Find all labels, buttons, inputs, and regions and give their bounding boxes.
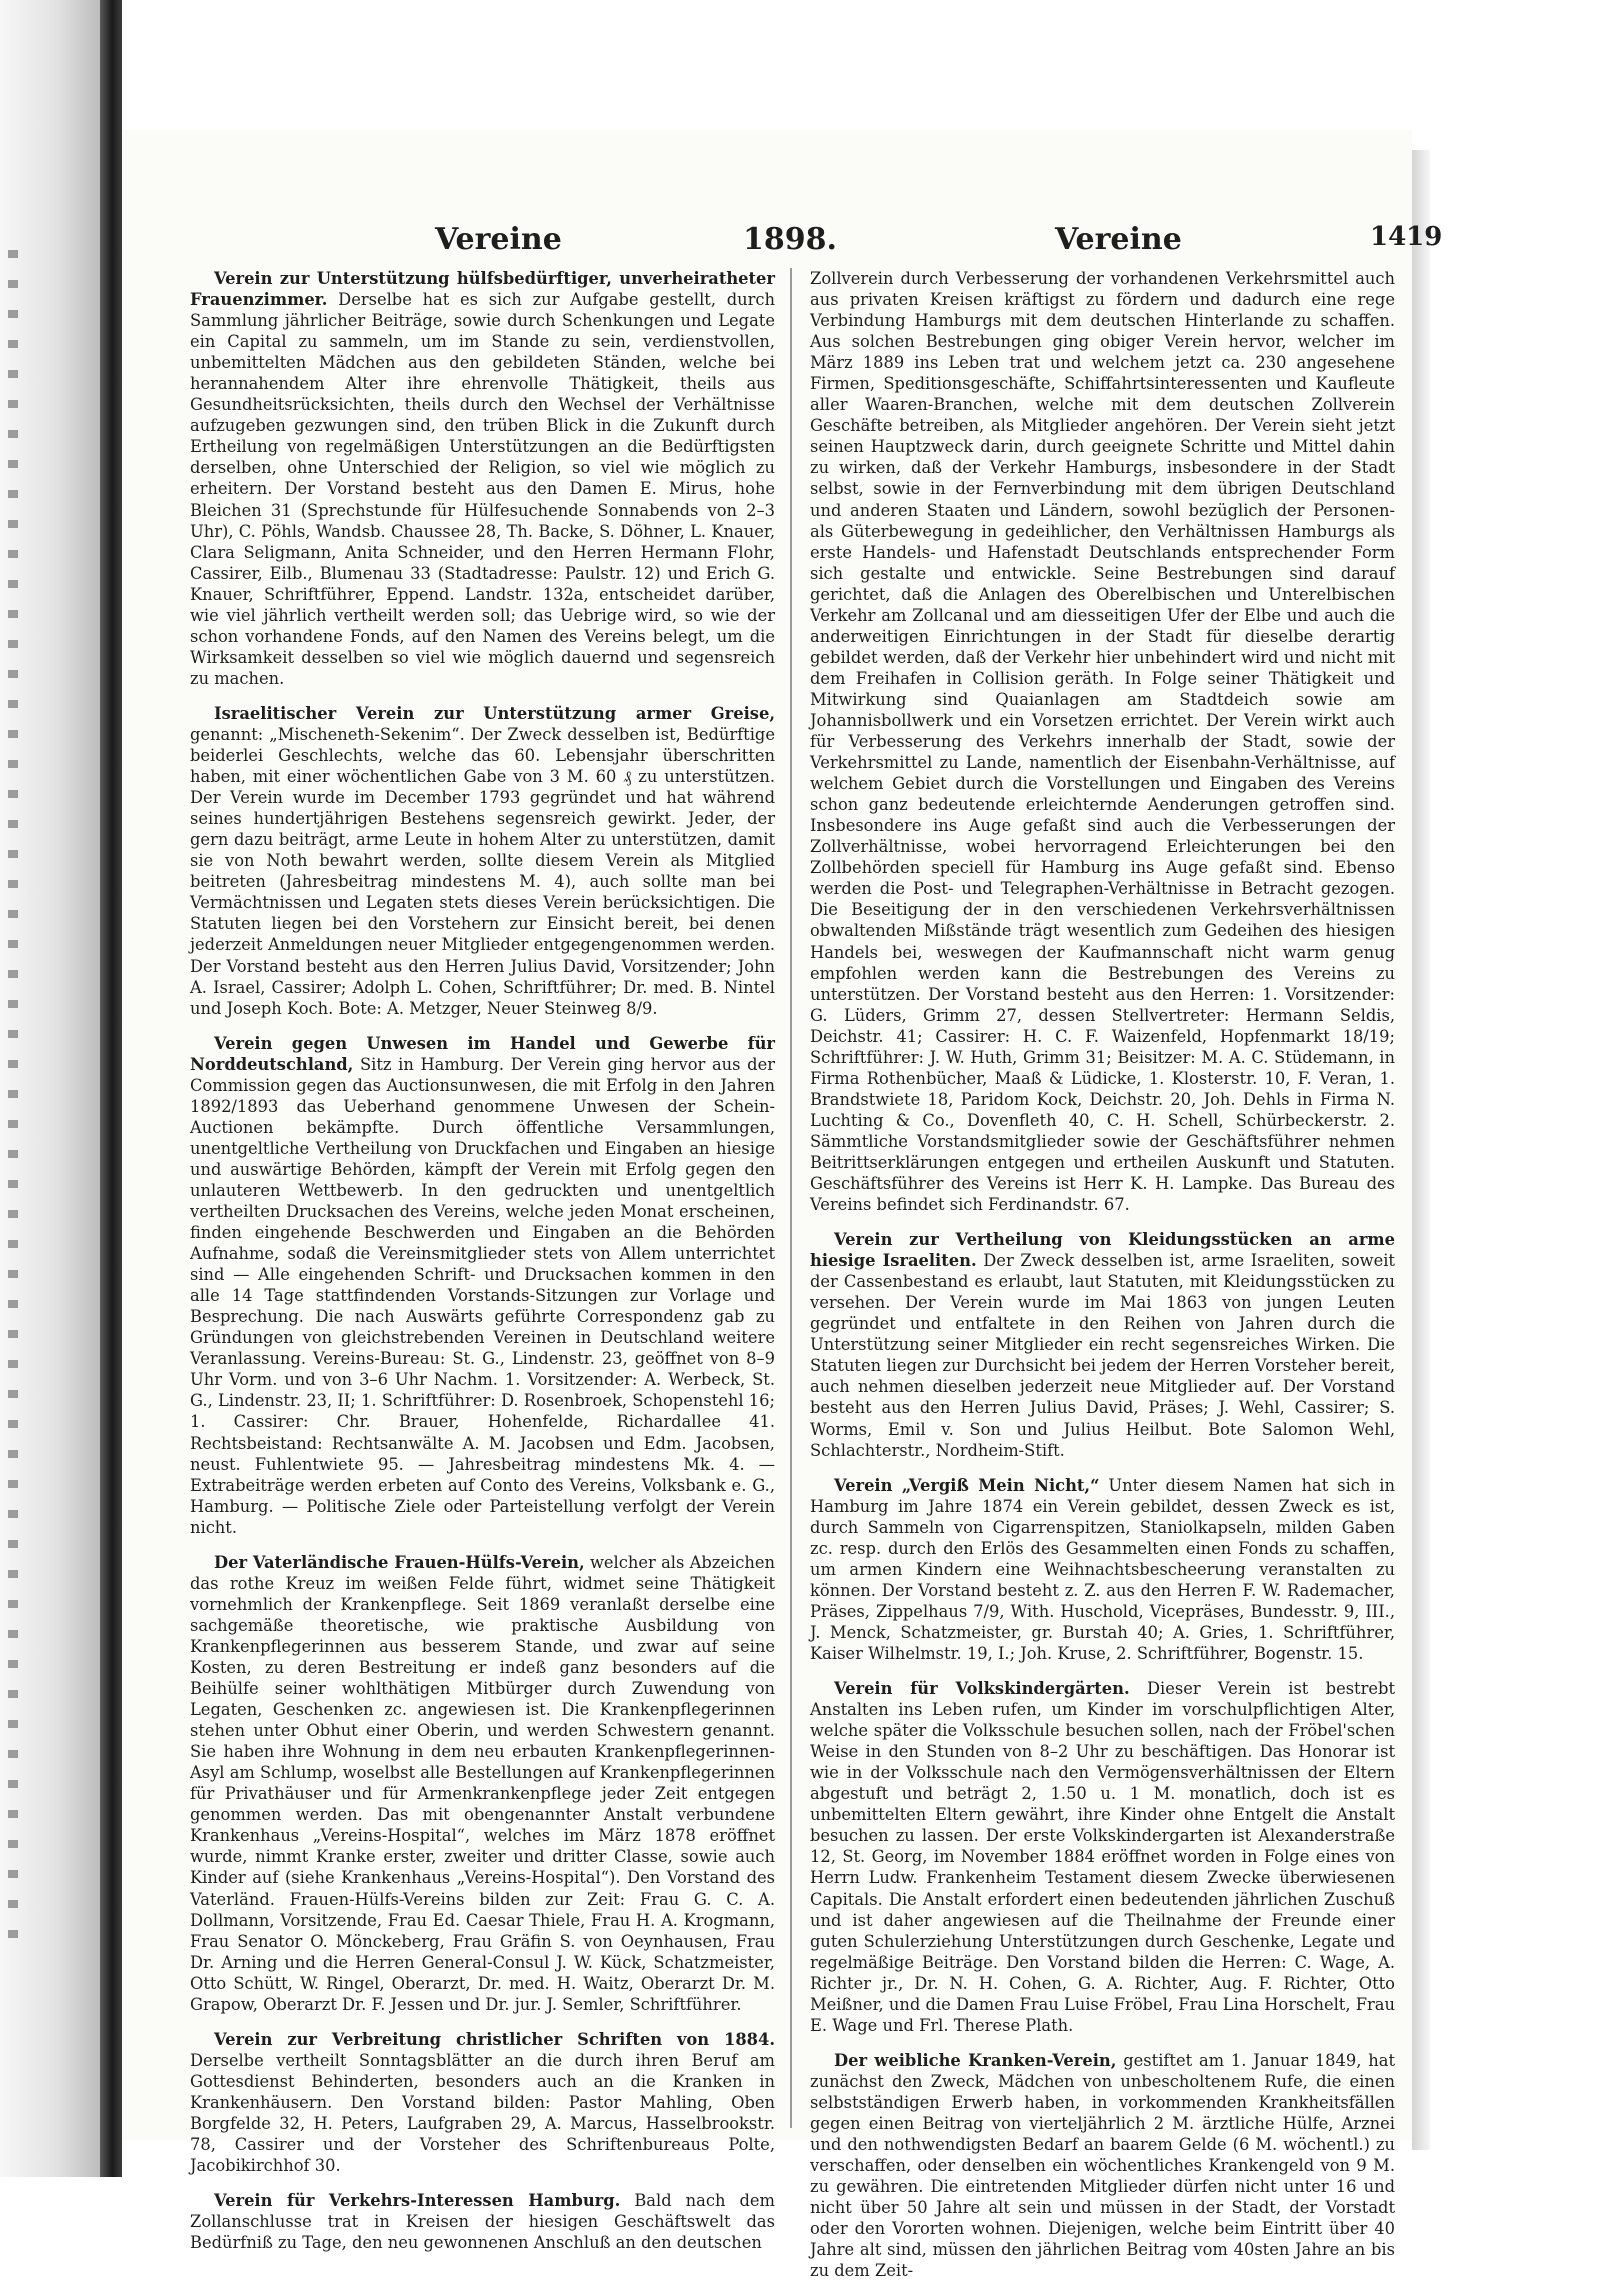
entry-body: genannt: „Mischeneth-Sekenim“. Der Zweck desselben ist, Bedürftige beiderlei Geschlechts, welche das 60. Lebensjahr überschritten haben, mit einer wöchentlichen Gabe von 3 M. 60 ₰ zu unterstützen. Der Verein wurde im December 1793 gegründet und hat während seines hundertjährigen Bestehens segensreich gewirkt. Jeder, der gern dazu beiträgt, arme Leute in hohem Alter zu unterstützen, damit sie von Noth bewahrt werden, sollte diesem Verein als Mitglied beitreten (Jahresbeitrag mindestens M. 4), auch sollte man bei Vermächtnissen und Legaten stets dieses Verein berücksichtigen. Die Statuten liegen bei den Vorstehern zur Einsicht bereit, bei denen jederzeit Anmeldungen neuer Mitglieder entgegengenommen werden. Der Vorstand besteht aus den Herren Julius David, Vorsitzender; John A. Israel, Cassirer; Adolph L. Cohen, Schriftführer; Dr. med. B. Nintel und Joseph Koch. Bote: A. Metzger, Neuer Steinweg 8/9. xyxy=(190,724,775,1018)
entry-body: welcher als Abzeichen das rothe Kreuz im weißen Felde führt, widmet seine Thätigkeit vornehmlich der Krankenpflege. Seit 1869 veranlaßt derselbe eine sachgemäße theoretische, wie praktische Ausbildung von Krankenpflegerinnen aus besserem Stande, und zwar auf seine Kosten, zu deren Bestreitung er indeß ganz besonders auf die Beihülfe seiner wohlthätigen Mitbürger durch Zuwendung von Legaten, Geschenken zc. angewiesen ist. Die Krankenpflegerinnen stehen unter Obhut einer Oberin, und werden Schwestern genannt. Sie haben ihre Wohnung in dem neu erbauten Krankenpflegerinnen-Asyl am Schlump, woselbst alle Bestellungen auf Krankenpflegerinnen für Privathäuser und für Armenkrankenpflege jeder Zeit entgegen genommen werden. Das mit obengenannter Anstalt verbundene Krankenhaus „Vereins-Hospital“, welches im März 1878 eröffnet wurde, nimmt Kranke erster, zweiter und dritter Classe, sowie auch Kinder auf (siehe Krankenhaus „Vereins-Hospital“). Den Vorstand des Vaterländ. Frauen-Hülfs-Vereins bilden zur Zeit: Frau G. C. A. Dollmann, Vorsitzende, Frau Ed. Caesar Thiele, Frau H. A. Krogmann, Frau Senator O. Mönckeberg, Frau Gräfin S. von Oeynhausen, Frau Dr. Arning und die Herren General-Consul J. W. Kück, Schatzmeister, Otto Schütt, W. Ringel, Oberarzt, Dr. med. H. Waitz, Oberarzt Dr. M. Grapow, Oberarzt Dr. F. Jessen und Dr. jur. J. Semler, Schriftführer. xyxy=(190,1552,775,2014)
entry-volkskindergaerten xyxy=(810,1678,1395,2036)
column-separator xyxy=(790,268,792,2128)
entry-body: Bald nach dem Zollanschlusse trat in Kreisen der hiesigen Geschäftswelt das Bedürfniß zu Tage, den neu gewonnenen Anschluß an den deutschen xyxy=(190,2191,775,2253)
entry-body: gestiftet am 1. Januar 1849, hat zunächst den Zweck, Mädchen von unbescholtenem Rufe, die einen selbstständigen Erwerb haben, in vorkommenden Krankheitsfällen gegen einen Beitrag von vierteljährlich 2 M. ärztliche Hülfe, Arznei und den nothwendigsten Bedarf an baarem Gelde (6 M. wöchentl.) zu verschaffen, oder denselben ein wöchentliches Krankengeld von 9 M. zu gewähren. Die eintretenden Mitglieder dürfen nicht unter 16 und nicht über 50 Jahre alt sein und müssen in der Stadt, der Vorstadt oder den Vororten wohnen. Diejenigen, welche beim Eintritt über 40 Jahre alt sind, müssen den jährlichen Beitrag vom 40sten Jahre an bis zu dem Zeit- xyxy=(810,2050,1395,2281)
entry-title: Der weibliche Kranken-Verein, xyxy=(834,2050,1117,2070)
running-head-right: Vereine xyxy=(1055,222,1182,257)
entry-body: Unter diesem Namen hat sich in Hamburg im Jahre 1874 ein Verein gebildet, dessen Zweck es ist, durch Sammeln von Cigarrenspitzen, Staniolkapseln, milden Gaben zc. resp. durch den Erlös des Gesammelten einen Fonds zu schaffen, um armen Kindern eine Weihnachtsbescheerung veranstalten zu können. Der Vorstand besteht z. Z. aus den Herren F. W. Rademacher, Präses, Zippelhaus 7/9, With. Huschold, Vicepräses, Bundesstr. 9, III., J. Menck, Schatzmeister, gr. Burstah 40; A. Gries, 1. Schriftführer, Kaiser Wilhelmstr. 19, I.; Joh. Kruse, 2. Schriftführer, Bogenstr. 15. xyxy=(810,1475,1395,1663)
running-head-year: 1898. xyxy=(743,222,837,257)
running-head-left: Vereine xyxy=(435,222,562,257)
entry-body: Dieser Verein ist bestrebt Anstalten ins Leben rufen, um Kinder im vorschulpflichtigen Alter, welche später die Volksschule besuchen sollen, nach der Fröbel'schen Weise in den Stunden von 8–2 Uhr zu beschäftigen. Das Honorar ist wie in der Volksschule nach den Vermögensverhältnissen der Eltern abgestuft und beträgt 2, 1.50 u. 1 M. monatlich, doch ist es unbemittelten Eltern gewährt, ihre Kinder ohne Entgelt die Anstalt besuchen zu lassen. Der erste Volkskindergarten ist Alexanderstraße 12, St. Georg, im November 1884 eröffnet worden in Folge eines von Herrn Ludw. Frankenheim Testament diesem Zwecke überwiesenen Capitals. Die Anstalt erfordert einen bedeutenden jährlichen Zuschuß und ist daher angewiesen auf die Theilnahme der Freunde einer guten Schulerziehung Unterstützungen durch Geschenke, Legate und regelmäßige Beiträge. Den Vorstand bilden die Herren: C. Wage, A. Richter jr., Dr. N. H. Cohen, G. A. Richter, Aug. F. Richter, Otto Meißner, und die Damen Frau Luise Fröbel, Frau Lina Horschelt, Frau E. Wage und Frl. Therese Plath. xyxy=(810,1679,1395,2035)
page-number: 1419 xyxy=(1370,222,1443,252)
entry-title: Verein für Verkehrs-Interessen Hamburg. xyxy=(214,2191,621,2211)
entry-weiblicher-kranken-verein xyxy=(810,2050,1395,2282)
entry-title: Verein zur Vertheilung von Kleidungsstücken an arme hiesige Israeliten. xyxy=(810,1230,1395,1271)
page-edge-shadow xyxy=(1412,150,1430,2150)
book-spine-gutter xyxy=(100,0,122,2177)
entry-body: Der Zweck desselben ist, arme Israeliten, soweit der Cassenbestand es erlaubt, laut Statuten, mit Kleidungsstücken zu versehen. Der Verein wurde im Mai 1863 von jungen Leuten gegründet und entfaltete in den Reihen von Jahren durch die Unterstützung seiner Mitglieder ein recht segensreiches Wirken. Die Statuten liegen zur Durchsicht bei jedem der Herren Vorsteher bereit, auch nehmen dieselben jederzeit neue Mitglieder auf. Der Vorstand besteht aus den Herren Julius David, Präses; J. Wehl, Cassirer; S. Worms, Emil v. Son und Julius Heilbut. Bote Salomon Wehl, Schlachterstr., Nordheim-Stift. xyxy=(810,1251,1395,1460)
adjacent-page-text-remnant xyxy=(8,250,18,1950)
right-column xyxy=(810,268,1395,2295)
entry-title: Verein zur Verbreitung christlicher Schriften von 1884. xyxy=(214,2029,775,2049)
entry-body: Sitz in Hamburg. Der Verein ging hervor aus der Commission gegen das Auctionsunwesen, die mit Erfolg in den Jahren 1892/1893 das Ueberhand genommene Unwesen der Schein-Auctionen bekämpfte. Durch öffentliche Versammlungen, unentgeltliche Vertheilung von Druckfachen und Eingaben an hiesige und auswärtige Behörden, kämpft der Verein mit Erfolg gegen den unlauteren Wettbewerb. In den gedruckten und unentgeltlich vertheilten Drucksachen des Vereins, welche jeden Monat erscheinen, finden eingehende Beschwerden und Eingaben an die Behörden Aufnahme, sodaß die Vereinsmitglieder stets von Allem unterrichtet sind — Alle eingehenden Schrift- und Drucksachen kommen in den alle 14 Tage stattfindenden Vorstands-Sitzungen zur Vorlage und Besprechung. Die nach Auswärts geführte Correspondenz gab zu Gründungen von gleichstrebenden Vereinen in Deutschland weitere Veranlassung. Vereins-Bureau: St. G., Lindenstr. 23, geöffnet von 8–9 Uhr Vorm. und von 3–6 Uhr Nachm. 1. Vorsitzender: A. Werbeck, St. G., Lindenstr. 23, II; 1. Schriftführer: D. Rosenbroek, Schopenstehl 16; 1. Cassirer: Chr. Brauer, Hohenfelde, Richardallee 41. Rechtsbeistand: Rechtsanwälte A. M. Jacobsen und Edm. Jacobsen, neust. Fuhlentwiete 95. — Jahresbeitrag mindestens Mk. 4. — Extrabeiträge werden erbeten auf Conto des Vereins, Volksbank e. G., Hamburg. — Politische Ziele oder Parteistellung verfolgt der Verein nicht. xyxy=(190,1054,775,1537)
left-column xyxy=(190,268,775,2267)
entry-title: Verein „Vergiß Mein Nicht,“ xyxy=(834,1475,1100,1495)
entry-christliche-schriften xyxy=(190,2029,775,2176)
entry-mischeneth-sekenim xyxy=(190,703,775,1019)
entry-title: Der Vaterländische Frauen-Hülfs-Verein, xyxy=(214,1552,585,1572)
running-head xyxy=(185,222,1465,262)
entry-body: Zollverein durch Verbesserung der vorhandenen Verkehrsmittel auch aus privaten Kreisen kräftigst zu fördern und dadurch eine rege Verbindung Hamburgs mit dem deutschen Hinterlande zu schaffen. Aus solchen Bestrebungen ging obiger Verein hervor, welcher im März 1889 ins Leben trat und welchem jetzt ca. 230 angesehene Firmen, Speditionsgeschäfte, Schiffahrtsinteressenten und Kaufleute aller Waaren-Branchen, welche mit dem deutschen Zollverein Geschäfte betreiben, als Mitglieder angehören. Der Verein sieht jetzt seinen Hauptzweck darin, durch geeignete Schritte und Mittel dahin zu wirken, daß der Verkehr Hamburgs, insbesondere in der Stadt selbst, sowie in der Fernverbindung mit dem übrigen Deutschland und anderen Staaten und Ländern, sowohl bezüglich der Personen- als Güterbewegung in gedeihlicher, den Verhältnissen Hamburgs als erste Handels- und Hafenstadt Deutschlands entsprechender Form sich gestalte und entwickle. Seine Bestrebungen sind darauf gerichtet, daß die Anlagen des Oberelbischen und Unterelbischen Verkehr am Zollcanal und am diesseitigen Ufer der Elbe und auch die anderweitigen Einrichtungen in der Stadt für dieselbe derartig gebildet werden, daß der Verkehr hier unbehindert wird und nicht mit dem Freihafen in Collision geräth. In Folge seiner Thätigkeit und Mitwirkung sind Quaianlagen am Stadtdeich sowie am Johannisbollwerk und ein Vorsetzen errichtet. Der Verein wirkt auch für Verbesserung des Verkehrs innerhalb der Stadt, sowie der Verkehrsmittel zu Lande, namentlich der Eisenbahn-Verhältnisse, auf welchem Gebiet durch die Vorstellungen und Eingaben des Vereins schon ganz bedeutende erleichternde Aenderungen getroffen sind. Insbesondere ins Auge gefaßt sind auch die Verbesserungen der Zollverhältnisse, wobei hervorragend Erleichterungen bei den Zollbehörden speciell für Hamburg ins Auge gefaßt sind. Ebenso werden die Post- und Telegraphen-Verhältnisse in Betracht gezogen. Die Beseitigung der in den verschiedenen Verkehrsverhältnissen obwaltenden Mißstände trägt wesentlich zum Gedeihen des hiesigen Handels bei, weswegen der Kaufmannschaft nicht warm genug empfohlen werden kann die Bestrebungen des Vereins zu unterstützen. Der Vorstand besteht aus den Herren: 1. Vorsitzender: G. Lüders, Grimm 27, dessen Stellvertreter: Hermann Seldis, Deichstr. 41; Cassirer: H. C. F. Waizenfeld, Hopfenmarkt 18/19; Schriftführer: J. W. Huth, Grimm 31; Beisitzer: M. A. C. Stüdemann, in Firma Rothenbücher, Maaß & Lüdicke, 1. Klosterstr. 10, F. Veran, 1. Brandstwiete 18, Paridom Kock, Deichstr. 20, Joh. Dehls in Firma N. Luchting & Co., Dovenfleth 40, C. H. Schell, Schürbeckerstr. 2. Sämmtliche Vorstandsmitglieder sowie der Geschäftsführer nehmen Beitrittserklärungen entgegen und ertheilen Auskunft und Statuten. Geschäftsführer des Vereins ist Herr K. H. Lampke. Das Bureau des Vereins befindet sich Ferdinandstr. 67. xyxy=(810,269,1395,1215)
entry-kleidungsstuecke xyxy=(810,1229,1395,1461)
entry-unwesen-handel xyxy=(190,1033,775,1538)
adjacent-page-edge xyxy=(0,0,100,2177)
entry-verkehrs-interessen-continued xyxy=(810,268,1395,1215)
entry-frauen-huelfs-verein xyxy=(190,1552,775,2015)
entry-frauenzimmer xyxy=(190,268,775,689)
entry-body: Derselbe vertheilt Sonntagsblätter an die durch ihren Beruf am Gottesdienst Behinderten, besonders auch an die Kranken in Krankenhäusern. Den Vorstand bilden: Pastor Mahling, Oben Borgfelde 32, H. Peters, Laufgraben 29, A. Marcus, Hasselbrookstr. 78, Cassirer und der Vorsteher des Schriftenbureaus Polte, Jacobikirchhof 30. xyxy=(190,2050,775,2176)
entry-body: Derselbe hat es sich zur Aufgabe gestellt, durch Sammlung jährlicher Beiträge, sowie durch Schenkungen und Legate ein Capital zu sammeln, um im Stande zu sein, verdienstvollen, unbemittelten Mädchen aus den gebildeten Ständen, welche bei herannahendem Alter ihre ehrenvolle Thätigkeit, theils aus Gesundheitsrücksichten, theils durch den Wechsel der Verhältnisse aufzugeben gezwungen sind, den trüben Blick in die Zukunft durch Ertheilung von regelmäßigen Unterstützungen an die Bedürftigsten derselben, ohne Unterschied der Religion, so viel wie möglich zu erheitern. Der Vorstand besteht aus den Damen E. Mirus, hohe Bleichen 31 (Sprechstunde für Hülfesuchende Sonnabends von 2–3 Uhr), C. Pöhls, Wandsb. Chaussee 28, Th. Backe, S. Döhner, L. Knauer, Clara Seligmann, Anita Schneider, und den Herren Hermann Flohr, Cassirer, Eilb., Blumenau 33 (Stadtadresse: Paulstr. 12) und Erich G. Knauer, Schriftführer, Eppend. Landstr. 132a, entscheidet darüber, wie viel jährlich vertheilt werden soll; das Uebrige wird, so wie der schon vorhandene Fonds, auf den Namen des Vereins belegt, um die Wirksamkeit desselben so viel wie möglich dauernd und segensreich zu machen. xyxy=(190,290,775,688)
entry-title: Verein für Volkskindergärten. xyxy=(834,1679,1130,1699)
entry-title: Verein gegen Unwesen im Handel und Gewerbe für Norddeutschland, xyxy=(190,1033,775,1074)
entry-title: Israelitischer Verein zur Unterstützung armer Greise, xyxy=(214,703,775,723)
entry-title: Verein zur Unterstützung hülfsbedürftiger, unverheiratheter Frauenzimmer. xyxy=(190,269,775,310)
entry-verkehrs-interessen xyxy=(190,2190,775,2253)
entry-vergiss-mein-nicht xyxy=(810,1475,1395,1664)
